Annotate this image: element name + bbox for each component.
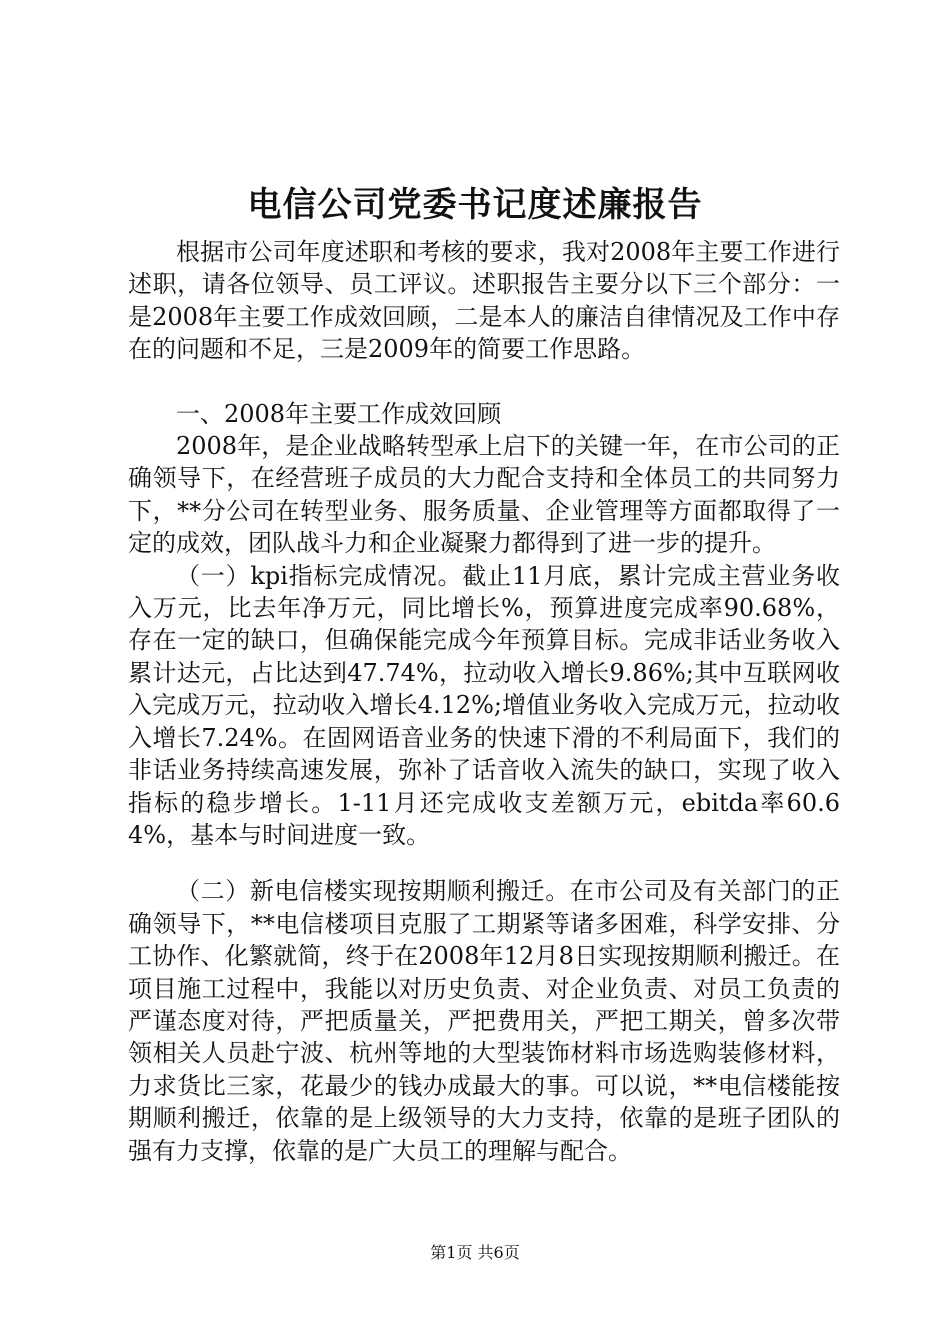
intro-paragraph: 根据市公司年度述职和考核的要求，我对2008年主要工作进行述职，请各位领导、员工评议。述职报告主要分以下三个部分：一是2008年主要工作成效回顾，二是本人的廉洁自律情况及工作中存在的问题和不足，三是2009年的简要工作思路。 — [128, 238, 840, 364]
section-intro-paragraph: 2008年，是企业战略转型承上启下的关键一年，在市公司的正确领导下，在经营班子成员的大力配合支持和全体员工的共同努力下，**分公司在转型业务、服务质量、企业管理等方面都取得了一定的成效，团队战斗力和企业凝聚力都得到了进一步的提升。 — [128, 432, 840, 558]
relocation-paragraph: （二）新电信楼实现按期顺利搬迁。在市公司及有关部门的正确领导下，**电信楼项目克服了工期紧等诸多困难，科学安排、分工协作、化繁就简，终于在2008年12月8日实现按期顺利搬迁。在项目施工过程中，我能以对历史负责、对企业负责、对员工负责的严谨态度对待，严把质量关，严把费用关，严把工期关，曾多次带领相关人员赴宁波、杭州等地的大型装饰材料市场选购装修材料，力求货比三家，花最少的钱办成最大的事。可以说，**电信楼能按期顺利搬迁，依靠的是上级领导的大力支持，依靠的是班子团队的强有力支撑，依靠的是广大员工的理解与配合。 — [128, 877, 840, 1165]
section-heading: 一、2008年主要工作成效回顾 — [176, 399, 502, 428]
page-number: 第1页 共6页 — [430, 1243, 520, 1262]
kpi-paragraph: （一）kpi指标完成情况。截止11月底，累计完成主营业务收入万元，比去年净万元，同比增长%，预算进度完成率90.68%，存在一定的缺口，但确保能完成今年预算目标。完成非话业务收入累计达元，占比达到47.74%，拉动收入增长9.86%;其中互联网收入完成万元，拉动收入增长4.12%;增值业务收入完成万元，拉动收入增长7.24%。在固网语音业务的快速下滑的不利局面下，我们的非话业务持续高速发展，弥补了话音收入流失的缺口，实现了收入指标的稳步增长。1-11月还完成收支差额万元，ebitda率60.64%，基本与时间进度一致。 — [128, 561, 840, 849]
document-title: 电信公司党委书记度述廉报告 — [247, 185, 703, 225]
document-body — [128, 236, 840, 1167]
paragraph-spacer — [128, 851, 840, 875]
paragraph-spacer — [128, 366, 840, 398]
